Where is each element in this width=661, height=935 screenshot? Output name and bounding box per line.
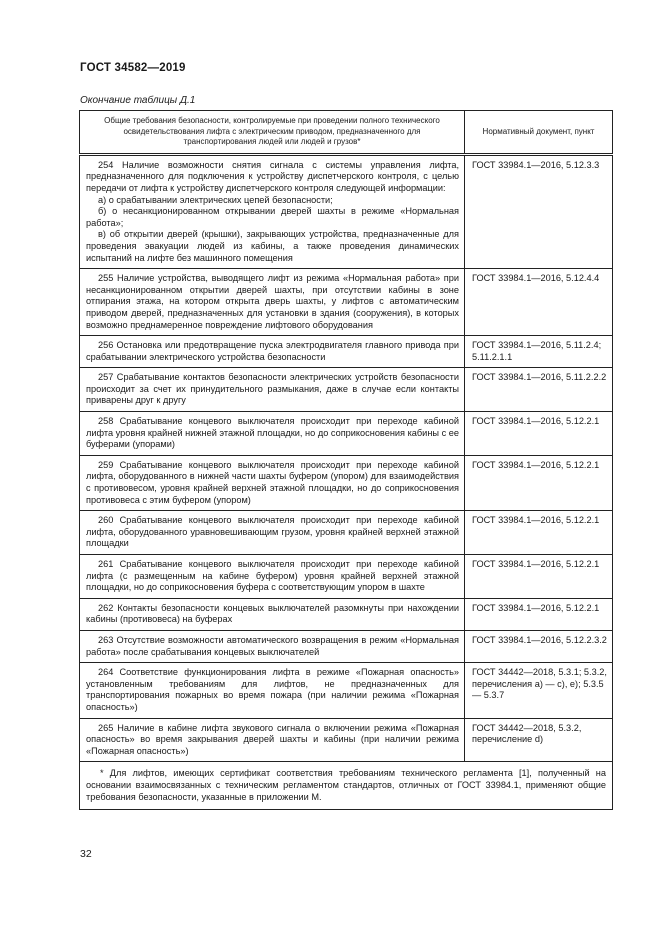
table-row (80, 555, 613, 599)
norm-reference: ГОСТ 33984.1—2016, 5.12.3.3 (465, 154, 613, 268)
requirement-cell (80, 368, 465, 412)
table-row (80, 511, 613, 555)
norm-reference: ГОСТ 33984.1—2016, 5.11.2.2.2 (465, 368, 613, 412)
col-requirements-header: Общие требования безопасности, контролируемые при проведении полного технического освидетельствования лифта с электрическим приводом, предназначенного для транспортирования людей или людей и грузов* (80, 111, 465, 155)
requirement-cell (80, 630, 465, 662)
norm-reference: ГОСТ 33984.1—2016, 5.12.4.4 (465, 269, 613, 336)
norm-reference: ГОСТ 33984.1—2016, 5.12.2.1 (465, 555, 613, 599)
norm-reference: ГОСТ 33984.1—2016, 5.12.2.1 (465, 412, 613, 456)
table-row (80, 718, 613, 762)
requirement-cell (80, 718, 465, 762)
document-header: ГОСТ 34582—2019 (80, 62, 186, 74)
requirement-text: 265 Наличие в кабине лифта звукового сигнала о включении режима «Пожарная опасность» во время закрывания дверей шахты и кабины (при наличии режима «Пожарная опасность») (86, 722, 459, 756)
requirement-cell (80, 663, 465, 718)
table-footnote: * Для лифтов, имеющих сертификат соответствия требованиям технического регламента [1], полученный на основании взаимосвязанных с техническим регламентом стандартов, отличных от ГОСТ 33984.1, применяют общие требования безопасности, указанные в приложении М. (86, 768, 606, 802)
requirement-text: 257 Срабатывание контактов безопасности электрических устройств безопасности происходит за счет их принудительного размыкания, даже в случае если контакты приварены друг к другу (86, 372, 459, 406)
requirement-subitem: а) о срабатывании электрических цепей безопасности; (98, 194, 333, 205)
footnote-row (80, 762, 613, 810)
requirement-cell (80, 412, 465, 456)
norm-reference: ГОСТ 33984.1—2016, 5.12.2.1 (465, 455, 613, 510)
requirement-cell (80, 455, 465, 510)
norm-reference: ГОСТ 33984.1—2016, 5.11.2.4; 5.11.2.1.1 (465, 336, 613, 368)
requirement-cell (80, 336, 465, 368)
requirement-text: 263 Отсутствие возможности автоматического возвращения в режим «Нормальная работа» после срабатывания концевых выключателей (86, 634, 459, 657)
requirements-table (79, 110, 613, 810)
requirement-cell (80, 154, 465, 268)
table-row (80, 368, 613, 412)
requirement-text: 259 Срабатывание концевого выключателя происходит при переходе кабиной лифта, оборудованного в нижней части шахты буфером (упором) для взаимодействия с противовесом, уровня крайней верхней этажной площадки, но до соприкосновения противовеса с этим буфером (упором) (86, 459, 459, 505)
requirement-text: 255 Наличие устройства, выводящего лифт из режима «Нормальная работа» при несанкционированном открытии дверей шахты, при отсутствии кабины в зоне отпирания этажа, на котором открыта дверь шахты, у лифтов с автоматическим приводом дверей, предназначенных для установки в здания (сооружения), в которых возможно преднамеренное повреждение лифтового оборудования (86, 273, 459, 330)
table-row (80, 336, 613, 368)
requirement-text: 261 Срабатывание концевого выключателя происходит при переходе кабиной лифта (с размещенным на кабине буфером) уровня крайней верхней этажной площадки, но до соприкосновения буфера с соответствующим упором в шахте (86, 559, 459, 593)
page-number: 32 (80, 848, 92, 860)
requirement-cell (80, 555, 465, 599)
table-row (80, 455, 613, 510)
norm-reference: ГОСТ 34442—2018, 5.3.2, перечисление d) (465, 718, 613, 762)
requirement-subitem: в) об открытии дверей (крышки), закрывающих устройства, предназначенные для проведения эвакуации людей из кабины, а также проведения динамических испытаний на лифте без машинного помещения (86, 229, 459, 263)
table-caption: Окончание таблицы Д.1 (80, 95, 196, 106)
table-row (80, 598, 613, 630)
requirement-text: 262 Контакты безопасности концевых выключателей разомкнуты при нахождении кабины (противовеса) на буферах (86, 602, 459, 625)
requirement-cell (80, 598, 465, 630)
table-row (80, 154, 613, 268)
requirement-subitem: б) о несанкционированном открывании дверей шахты в режиме «Нормальная работа»; (86, 206, 459, 228)
norm-reference: ГОСТ 33984.1—2016, 5.12.2.1 (465, 598, 613, 630)
footnote-cell (80, 762, 613, 810)
norm-reference: ГОСТ 34442—2018, 5.3.1; 5.3.2, перечисления а) — с), е); 5.3.5 — 5.3.7 (465, 663, 613, 718)
norm-reference: ГОСТ 33984.1—2016, 5.12.2.1 (465, 511, 613, 555)
table-header-row (80, 111, 613, 155)
col-norm-doc-header: Нормативный документ, пункт (465, 111, 613, 155)
table-row (80, 269, 613, 336)
table-row (80, 663, 613, 718)
norm-reference: ГОСТ 33984.1—2016, 5.12.2.3.2 (465, 630, 613, 662)
table-row (80, 630, 613, 662)
requirement-text: 258 Срабатывание концевого выключателя происходит при переходе кабиной лифта уровня крайней нижней этажной площадки, но до соприкосновения кабины с ее буферами (упорами) (86, 416, 459, 450)
requirement-text: 260 Срабатывание концевого выключателя происходит при переходе кабиной лифта, оборудованного уравновешивающим грузом, уровня крайней верхней этажной площадки (86, 515, 459, 549)
requirement-text: 254 Наличие возможности снятия сигнала с системы управления лифта, предназначенного для подключения к устройству диспетчерского контроля, с целью передачи от лифта к устройству диспетчерского контроля следующей информации: (86, 159, 459, 193)
requirement-cell (80, 511, 465, 555)
requirement-text: 264 Соответствие функционирования лифта в режиме «Пожарная опасность» установленным требованиям для лифтов, не предназначенных для транспортирования пожарных во время пожара (при наличии режима «Пожарная опасность») (86, 667, 459, 712)
requirement-text: 256 Остановка или предотвращение пуска электродвигателя главного привода при срабатывании электрического устройства безопасности (86, 340, 459, 362)
table-row (80, 412, 613, 456)
requirement-cell (80, 269, 465, 336)
